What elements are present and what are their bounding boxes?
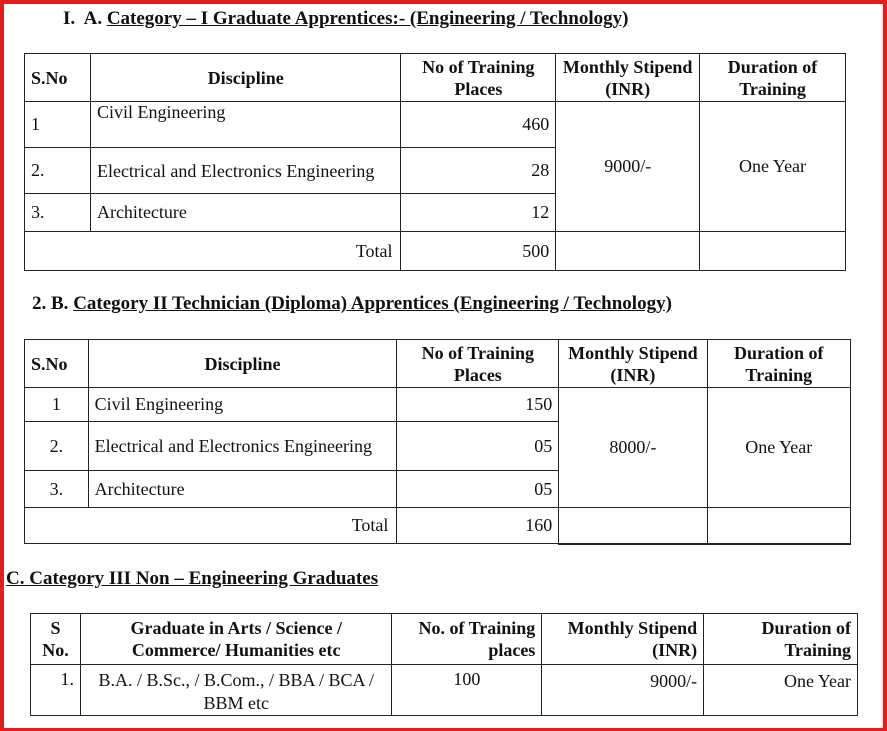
section-b-title: Category II Technician (Diploma) Apprentices (Engineering / Technology) [73, 293, 672, 314]
table-row [25, 388, 851, 422]
total-row [25, 508, 851, 544]
table-header-row [25, 340, 851, 388]
duration-cell: One Year [700, 102, 846, 232]
header-sno: S No. [31, 614, 81, 665]
row-discipline: Electrical and Electronics Engineering [90, 148, 401, 194]
stipend-cell: 8000/- [559, 388, 707, 508]
header-discipline: Discipline [88, 340, 397, 388]
header-places: No of Training Places [401, 54, 556, 102]
row-places: 460 [401, 102, 556, 148]
row-places: 150 [397, 388, 559, 422]
empty-cell [559, 508, 707, 544]
header-duration: Duration of Training [704, 614, 858, 665]
header-stipend: Monthly Stipend (INR) [542, 614, 704, 665]
header-sno: S.No [25, 340, 89, 388]
section-c-heading: C. Category III Non – Engineering Graduates [6, 568, 379, 589]
section-a-prefix: I. A. [63, 8, 103, 29]
row-sno: 3. [25, 471, 89, 508]
empty-cell [700, 232, 846, 271]
category-3-table [30, 613, 858, 716]
row-places: 12 [401, 194, 556, 232]
total-label: Total [25, 232, 401, 271]
category-1-table [24, 53, 846, 271]
empty-cell [556, 232, 700, 271]
row-sno: 3. [25, 194, 91, 232]
row-discipline: Architecture [88, 471, 397, 508]
row-places: 05 [397, 471, 559, 508]
row-places: 28 [401, 148, 556, 194]
table-row [31, 665, 858, 716]
row-sno: 1 [25, 388, 89, 422]
total-row [25, 232, 846, 271]
table-header-row [25, 54, 846, 102]
header-sno: S.No [25, 54, 91, 102]
total-value: 500 [401, 232, 556, 271]
row-places: 05 [397, 422, 559, 471]
row-discipline: Architecture [90, 194, 401, 232]
total-value: 160 [397, 508, 559, 544]
header-stipend: Monthly Stipend (INR) [559, 340, 707, 388]
header-duration: Duration of Training [700, 54, 846, 102]
section-b-prefix: 2. B. [32, 293, 69, 314]
header-discipline: Graduate in Arts / Science / Commerce/ Humanities etc [80, 614, 392, 665]
row-sno: 1. [31, 665, 81, 716]
row-sno: 1 [25, 102, 91, 148]
section-a-title: Category – I Graduate Apprentices:- (Engineering / Technology) [106, 8, 629, 29]
category-2-table [24, 339, 851, 545]
stipend-cell: 9000/- [556, 102, 700, 232]
row-sno: 2. [25, 148, 91, 194]
row-discipline: B.A. / B.Sc., / B.Com., / BBA / BCA / BBM etc [80, 665, 392, 716]
empty-cell [707, 508, 851, 544]
row-discipline: Civil Engineering [90, 102, 401, 148]
section-b-heading [32, 293, 672, 315]
row-duration: One Year [704, 665, 858, 716]
row-sno: 2. [25, 422, 89, 471]
total-label: Total [25, 508, 397, 544]
row-discipline: Electrical and Electronics Engineering [88, 422, 397, 471]
header-stipend: Monthly Stipend (INR) [556, 54, 700, 102]
duration-cell: One Year [707, 388, 851, 508]
section-a-heading [63, 8, 628, 30]
header-discipline: Discipline [90, 54, 401, 102]
row-places: 100 [392, 665, 542, 716]
header-places: No of Training Places [397, 340, 559, 388]
header-places: No. of Training places [392, 614, 542, 665]
row-discipline: Civil Engineering [88, 388, 397, 422]
header-duration: Duration of Training [707, 340, 851, 388]
table-header-row [31, 614, 858, 665]
table-row [25, 102, 846, 148]
row-stipend: 9000/- [542, 665, 704, 716]
